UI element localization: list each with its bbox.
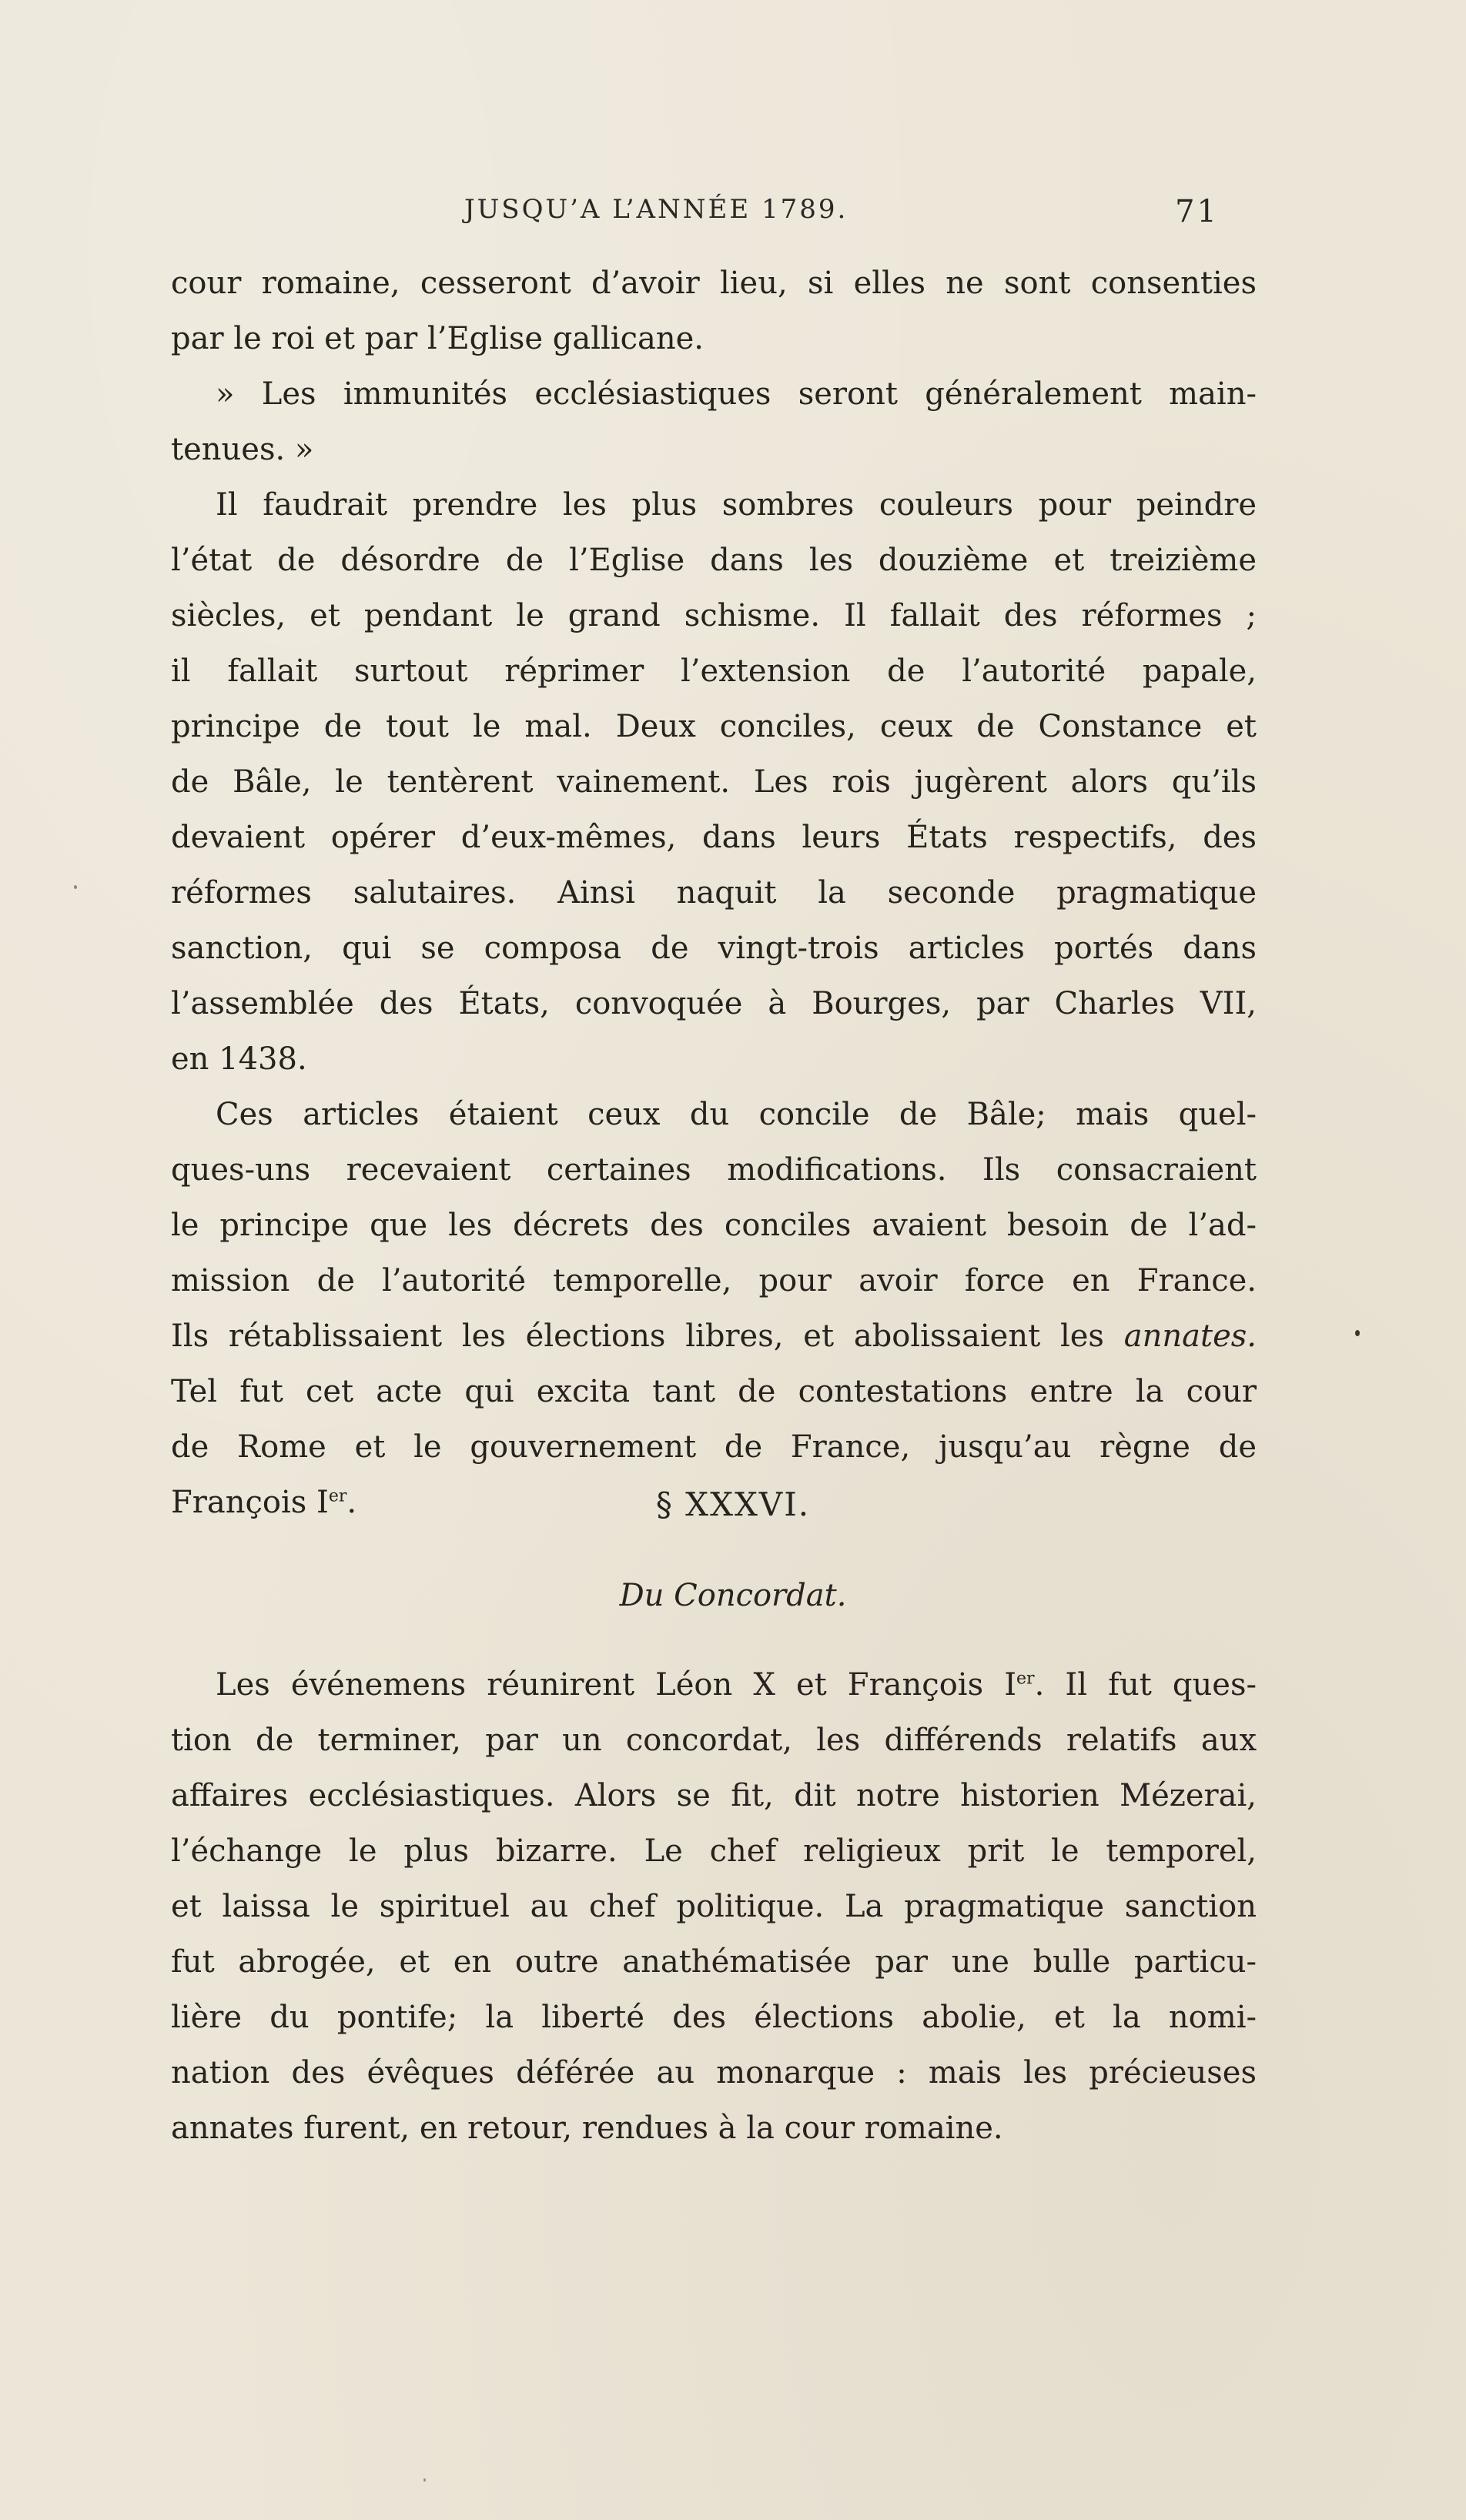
body-text-after-section: [171, 1657, 1257, 2156]
text-line: Il faudrait prendre les plus sombres couleurs pour peindre: [216, 487, 1257, 523]
text-line: devaient opérer d’eux-mêmes, dans leurs États respectifs, des: [171, 820, 1257, 855]
text-line: en 1438.: [171, 1041, 307, 1077]
running-head: [464, 194, 1219, 240]
page-number: 71: [1175, 194, 1219, 229]
text-fragment: Les événemens réunirent Léon X et François I: [216, 1667, 1017, 1703]
superscript: er: [328, 1486, 347, 1506]
paper-speck: [1355, 1330, 1360, 1336]
text-line: Tel fut cet acte qui excita tant de contestations entre la cour: [171, 1374, 1257, 1409]
running-title: JUSQU’A L’ANNÉE 1789.: [464, 194, 848, 225]
text-line: ques-uns recevaient certaines modifications. Ils consacraient: [171, 1152, 1257, 1188]
text-line: le principe que les décrets des conciles avaient besoin de l’ad-: [171, 1208, 1257, 1243]
emphasized-term: annates.: [1123, 1318, 1257, 1354]
text-line: réformes salutaires. Ainsi naquit la seconde pragmatique: [171, 875, 1257, 911]
text-line: Ces articles étaient ceux du concile de Bâle; mais quel-: [216, 1097, 1257, 1132]
paper-speck: [423, 2478, 426, 2482]
text-line: et laissa le spirituel au chef politique. La pragmatique sanction: [171, 1889, 1257, 1924]
text-line: par le roi et par l’Eglise gallicane.: [171, 321, 704, 356]
paper-speck: [74, 885, 77, 889]
text-line: l’assemblée des États, convoquée à Bourges, par Charles VII,: [171, 986, 1257, 1021]
section-subtitle: Du Concordat.: [619, 1578, 847, 1613]
text-line: [171, 1308, 1257, 1364]
body-text-before-section: [171, 256, 1257, 1530]
text-line: il fallait surtout réprimer l’extension de l’autorité papale,: [171, 653, 1257, 689]
text-fragment: François I: [171, 1485, 329, 1520]
text-fragment: Ils rétablissaient les élections libres, et abolissaient les: [171, 1318, 1104, 1354]
text-line: sanction, qui se composa de vingt-trois articles portés dans: [171, 931, 1257, 966]
text-fragment: .: [346, 1485, 357, 1520]
text-line: principe de tout le mal. Deux conciles, ceux de Constance et: [171, 709, 1257, 744]
text-line: de Bâle, le tentèrent vainement. Les rois jugèrent alors qu’ils: [171, 764, 1257, 800]
text-line: annates furent, en retour, rendues à la cour romaine.: [171, 2111, 1003, 2146]
text-line: [171, 1657, 1257, 1713]
section-title: § XXXVI.: [655, 1486, 811, 1523]
text-line: tenues. »: [171, 432, 314, 467]
text-line: » Les immunités ecclésiastiques seront généralement main-: [216, 376, 1257, 412]
text-line: affaires ecclésiastiques. Alors se fit, dit notre historien Mézerai,: [171, 1778, 1257, 1813]
text-line: nation des évêques déférée au monarque : mais les précieuses: [171, 2055, 1257, 2091]
text-line: mission de l’autorité temporelle, pour avoir force en France.: [171, 1263, 1257, 1298]
text-line: lière du pontife; la liberté des élections abolie, et la nomi-: [171, 2000, 1257, 2035]
text-line: siècles, et pendant le grand schisme. Il fallait des réformes ;: [171, 598, 1257, 633]
text-line: l’état de désordre de l’Eglise dans les douzième et treizième: [171, 543, 1257, 578]
text-line: l’échange le plus bizarre. Le chef religieux prit le temporel,: [171, 1833, 1257, 1869]
text-fragment: . Il fut ques-: [1034, 1667, 1257, 1703]
text-line: tion de terminer, par un concordat, les différends relatifs aux: [171, 1723, 1257, 1758]
text-line: de Rome et le gouvernement de France, jusqu’au règne de: [171, 1429, 1257, 1465]
superscript: er: [1016, 1669, 1035, 1689]
text-line: fut abrogée, et en outre anathématisée par une bulle particu-: [171, 1944, 1257, 1980]
text-line: cour romaine, cesseront d’avoir lieu, si elles ne sont consenties: [171, 266, 1257, 301]
